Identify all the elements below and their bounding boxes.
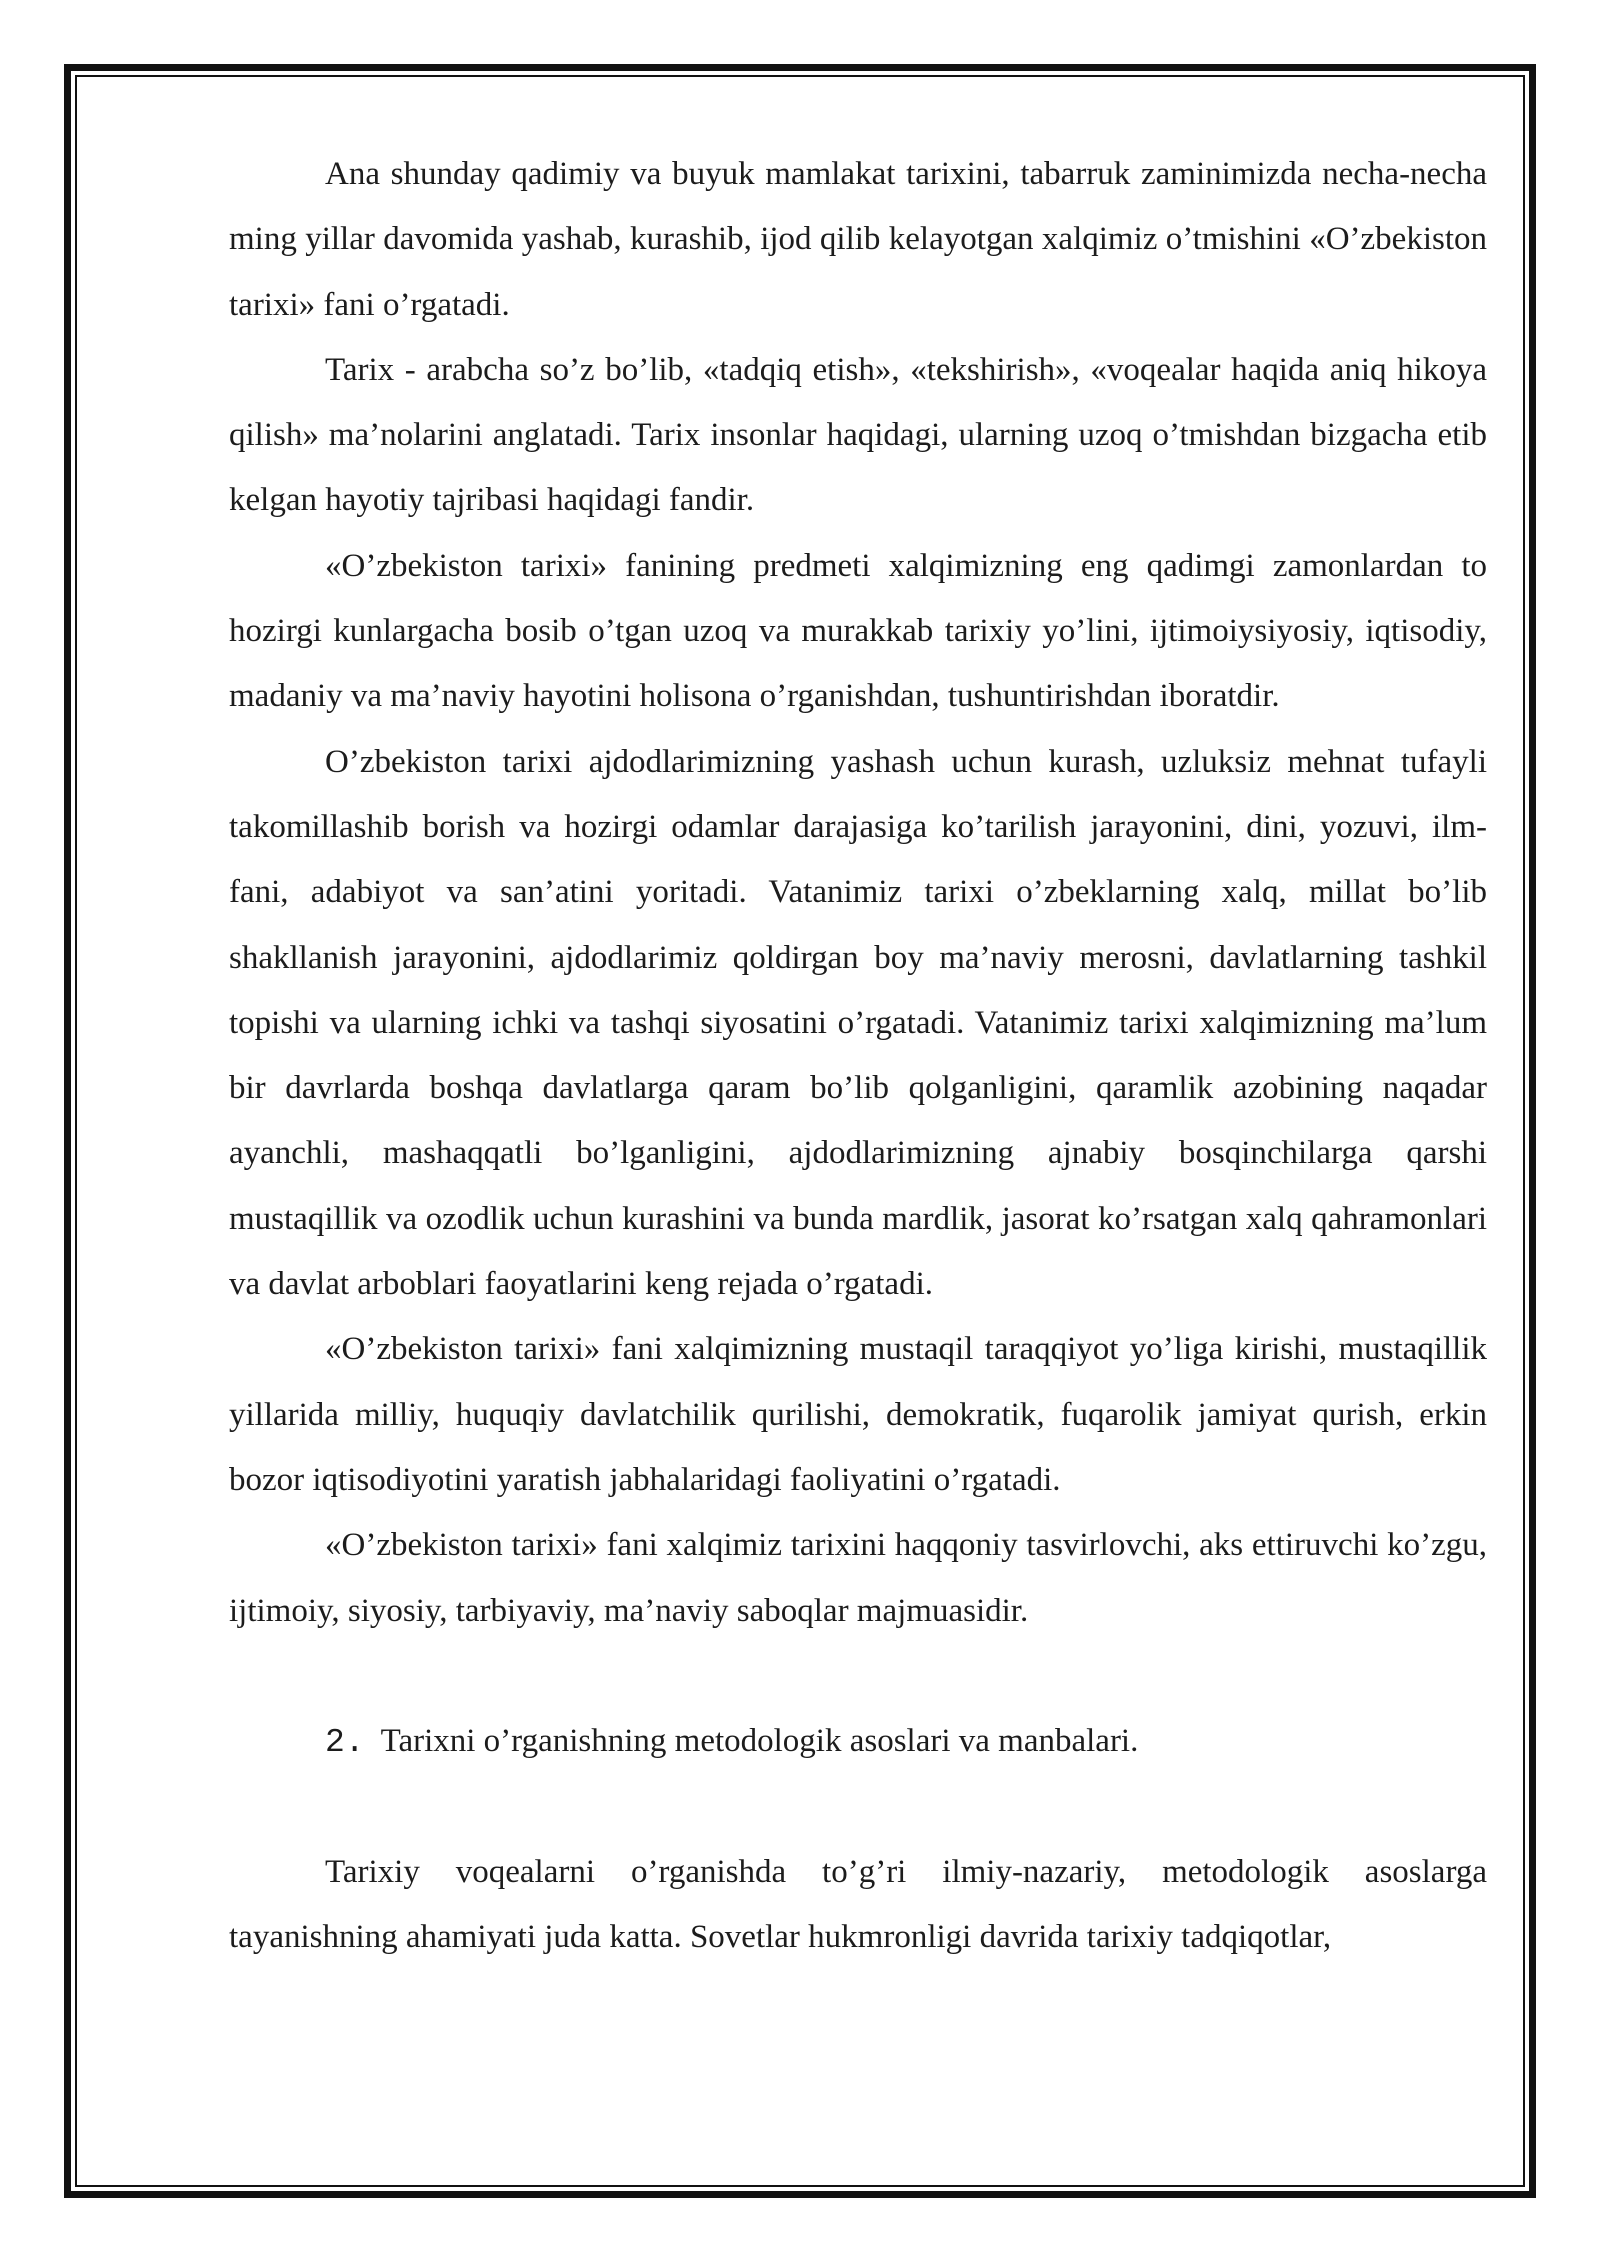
paragraph: «O’zbekiston tarixi» fani xalqimiz tarixini haqqoniy tasvirlovchi, aks ettiruvchi ko’zgu, ijtimoiy, siyosiy, tarbiyaviy, ma’naviy saboqlar majmuasidir.	[229, 1527, 1487, 1629]
paragraph: Ana shunday qadimiy va buyuk mamlakat tarixini, tabarruk zaminimizda necha-necha ming yillar davomida yashab, kurashib, ijod qilib kelayotgan xalqimiz o’tmishini «O’zbekiston tarixi» fani o’rgatadi.	[229, 156, 1487, 323]
document-body	[229, 142, 1487, 1971]
section-number: 2.	[325, 1723, 365, 1761]
paragraph: Tarix - arabcha so’z bo’lib, «tadqiq etish», «tekshirish», «voqealar haqida aniq hikoya qilish» ma’nolarini anglatadi. Tarix insonlar haqidagi, ularning uzoq o’tmishdan bizgacha etib kelgan hayotiy tajribasi haqidagi fandir.	[229, 351, 1487, 519]
paragraph: O’zbekiston tarixi ajdodlarimizning yashash uchun kurash, uzluksiz mehnat tufayli takomillashib borish va hozirgi odamlar darajasiga ko’tarilish jarayonini, dini, yozuvi, ilm-fani, adabiyot va san’atini yoritadi. Vatanimiz tarixi o’zbeklarning xalq, millat bo’lib shakllanish jarayonini, ajdodlarimiz qoldirgan boy ma’naviy merosni, davlatlarning tashkil topishi va ularning ichki va tashqi siyosatini o’rgatadi. Vatanimiz tarixi xalqimizning ma’lum bir davrlarda boshqa davlatlarga qaram bo’lib qolganligini, qaramlik azobining naqadar ayanchli, mashaqqatli bo’lganligini, ajdodlarimizning ajnabiy bosqinchilarga qarshi mustaqillik va ozodlik uchun kurashini va bunda mardlik, jasorat ko’rsatgan xalq qahramonlari va davlat arboblari faoyatlarini keng rejada o’rgatadi.	[229, 743, 1487, 1303]
section-heading	[229, 1709, 1487, 1775]
paragraph: «O’zbekiston tarixi» fani xalqimizning mustaqil taraqqiyot yo’liga kirishi, mustaqillik yillarida milliy, huquqiy davlatchilik qurilishi, demokratik, fuqarolik jamiyat qurish, erkin bozor iqtisodiyotini yaratish jabhalaridagi faoliyatini o’rgatadi.	[229, 1331, 1487, 1498]
section-title: Tarixni o’rganishning metodologik asoslari va manbalari.	[380, 1722, 1139, 1759]
paragraph: Tarixiy voqealarni o’rganishda to’g’ri ilmiy-nazariy, metodologik asoslarga tayanishning ahamiyati juda katta. Sovetlar hukmronligi davrida tarixiy tadqiqotlar,	[229, 1854, 1487, 1956]
paragraph: «O’zbekiston tarixi» fanining predmeti xalqimizning eng qadimgi zamonlardan to hozirgi kunlargacha bosib o’tgan uzoq va murakkab tarixiy yo’lini, ijtimoiysiyosiy, iqtisodiy, madaniy va ma’naviy hayotini holisona o’rganishdan, tushuntirishdan iboratdir.	[229, 547, 1487, 715]
